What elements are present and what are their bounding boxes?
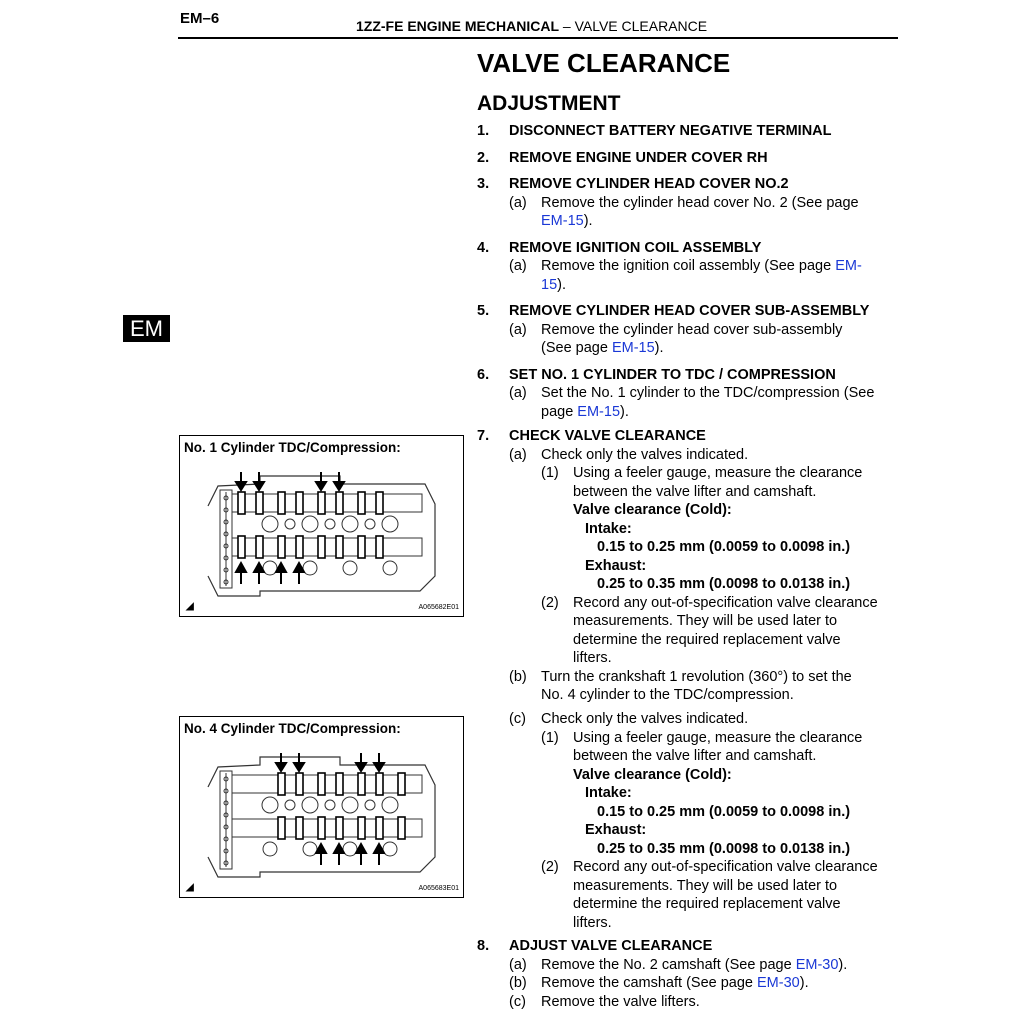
step-7-substep-b [477, 668, 907, 705]
substep-line: measurements. They will be used later to [573, 877, 838, 894]
page-title: VALVE CLEARANCE [477, 48, 731, 78]
substep-line: determine the required replacement valve [573, 631, 841, 648]
substep-label: (1) [541, 465, 559, 481]
substep-line: Using a feeler gauge, measure the clearance [573, 465, 863, 481]
substep-text: Remove the cylinder head cover No. 2 (See page [541, 194, 859, 211]
spec-title: Valve clearance (Cold): [573, 502, 732, 518]
step-5-substep-a [477, 321, 907, 358]
page-link-em-15[interactable]: EM-15 [577, 403, 621, 420]
substep-text: Remove the camshaft (See page [541, 975, 753, 991]
figure-code: A065682E01 [418, 604, 459, 611]
substep-label: (2) [541, 594, 559, 611]
figure-no1-tdc [179, 435, 464, 617]
substep-line: determine the required replacement valve [573, 896, 841, 912]
substep-label: (1) [541, 729, 559, 746]
substep-line: lifters. [573, 914, 612, 931]
substep-line: lifters. [573, 650, 612, 666]
spec-intake-value: 0.15 to 0.25 mm (0.0059 to 0.0098 in.) [597, 539, 851, 555]
header-divider [178, 37, 898, 39]
step-3 [477, 175, 907, 194]
substep-label: (b) [509, 975, 527, 991]
step-title: REMOVE CYLINDER HEAD COVER NO.2 [509, 176, 789, 192]
page-link-em-15[interactable]: EM-15 [611, 340, 655, 356]
figure-title: No. 4 Cylinder TDC/Compression: [184, 721, 401, 736]
step-4 [477, 239, 907, 258]
page-link-em-15-part1[interactable]: EM- [835, 258, 862, 274]
step-8-substep-b [477, 974, 907, 993]
substep-line: Record any out-of-specification valve clearance [573, 594, 878, 611]
substep-text: Remove the valve lifters. [541, 993, 700, 1010]
step-number: 6. [477, 366, 490, 383]
substep-line: between the valve lifter and camshaft. [573, 748, 817, 764]
page-subtitle: ADJUSTMENT [477, 92, 621, 115]
step-number: 3. [477, 176, 490, 192]
spec-title: Valve clearance (Cold): [573, 766, 732, 783]
substep-line: No. 4 cylinder to the TDC/compression. [541, 687, 794, 703]
step-title: DISCONNECT BATTERY NEGATIVE TERMINAL [509, 123, 832, 139]
step-8-substep-a [477, 956, 907, 975]
step-7-head [477, 427, 907, 446]
step-2 [477, 149, 907, 168]
substep-line: Record any out-of-specification valve clearance [573, 859, 878, 875]
spec-intake-label: Intake: [585, 785, 632, 801]
substep-label: (a) [509, 194, 527, 211]
substep-end: ). [799, 975, 809, 991]
substep-text-2: (See page [541, 340, 608, 356]
cylinder-head-diagram [200, 747, 440, 882]
step-title: SET NO. 1 CYLINDER TO TDC / COMPRESSION [509, 366, 836, 383]
step-7-a-2 [477, 594, 907, 668]
substep-text: Check only the valves indicated. [541, 446, 749, 463]
substep-text: Set the No. 1 cylinder to the TDC/compression (See [541, 385, 875, 401]
substep-text: Check only the valves indicated. [541, 711, 749, 727]
figure-no4-tdc [179, 716, 464, 898]
step-title: REMOVE ENGINE UNDER COVER RH [509, 149, 768, 166]
step-5 [477, 302, 907, 321]
substep-end: ). [838, 956, 848, 973]
spec-exhaust-value: 0.25 to 0.35 mm (0.0098 to 0.0138 in.) [597, 576, 851, 592]
substep-label: (a) [509, 321, 527, 338]
header-separator: – [559, 18, 575, 34]
section-tab: EM [123, 315, 170, 342]
step-7 [477, 427, 907, 705]
step-3-substep-a [477, 194, 907, 231]
step-number: 7. [477, 428, 490, 444]
step-6-substep-a [477, 384, 907, 421]
substep-label: (a) [509, 956, 527, 973]
step-number: 5. [477, 303, 490, 319]
figure-code: A065683E01 [418, 885, 459, 892]
step-number: 4. [477, 239, 490, 256]
step-title: ADJUST VALVE CLEARANCE [509, 938, 713, 954]
step-title: REMOVE IGNITION COIL ASSEMBLY [509, 239, 762, 256]
steps-list [477, 122, 907, 421]
substep-text-2: page [541, 403, 574, 420]
step-7-c-1 [477, 729, 907, 766]
substep-text: Remove the No. 2 camshaft (See page [541, 956, 792, 973]
cylinder-head-diagram [200, 466, 440, 601]
figure-mark-icon: ◢ [186, 601, 194, 612]
substep-label: (a) [509, 446, 527, 463]
page-link-em-30[interactable]: EM-30 [757, 975, 800, 991]
running-header [356, 18, 707, 34]
substep-line: Using a feeler gauge, measure the clearance [573, 729, 863, 746]
substep-label: (2) [541, 859, 559, 875]
substep-text: Remove the cylinder head cover sub-assembly [541, 321, 843, 338]
step-8-head [477, 937, 907, 956]
substep-line: between the valve lifter and camshaft. [573, 483, 817, 500]
step-7-substep-a [477, 446, 907, 465]
step-7-continued [477, 710, 907, 932]
step-number: 8. [477, 938, 490, 954]
substep-text: Remove the ignition coil assembly (See page [541, 258, 832, 274]
step-4-substep-a [477, 257, 907, 294]
substep-end: ). [557, 276, 566, 293]
header-section: 1ZZ-FE ENGINE MECHANICAL [356, 18, 559, 34]
step-6 [477, 366, 907, 385]
spec-intake-label: Intake: [585, 520, 632, 537]
substep-end: ). [583, 213, 593, 229]
substep-end: ). [654, 340, 664, 356]
substep-line: measurements. They will be used later to [573, 613, 838, 629]
step-8-substep-c [477, 993, 907, 1012]
spec-exhaust-label: Exhaust: [585, 822, 647, 838]
page-link-em-15[interactable]: EM-15 [541, 213, 584, 229]
substep-label: (c) [509, 711, 526, 727]
step-8 [477, 937, 907, 1011]
page-link-em-30[interactable]: EM-30 [795, 956, 839, 973]
header-topic: VALVE CLEARANCE [574, 18, 708, 34]
step-7-a-1 [477, 464, 907, 501]
step-number: 1. [477, 123, 490, 139]
substep-label: (a) [509, 258, 527, 274]
substep-end: ). [620, 403, 629, 420]
substep-label: (b) [509, 668, 527, 685]
substep-line: Turn the crankshaft 1 revolution (360°) to set the [541, 668, 852, 685]
step-number: 2. [477, 149, 490, 166]
substep-label: (a) [509, 385, 527, 401]
step-title: CHECK VALVE CLEARANCE [509, 428, 706, 444]
figure-title: No. 1 Cylinder TDC/Compression: [184, 440, 401, 455]
step-title: REMOVE CYLINDER HEAD COVER SUB-ASSEMBLY [509, 303, 870, 319]
step-7-substep-c [477, 710, 907, 729]
spec-exhaust-value: 0.25 to 0.35 mm (0.0098 to 0.0138 in.) [597, 840, 851, 857]
page-link-em-15-part2[interactable]: 15 [541, 276, 558, 293]
substep-label: (c) [509, 993, 526, 1010]
page-number: EM–6 [180, 10, 220, 27]
spec-intake-value: 0.15 to 0.25 mm (0.0059 to 0.0098 in.) [597, 803, 851, 820]
step-7-c-2 [477, 858, 907, 932]
figure-mark-icon: ◢ [186, 882, 194, 893]
step-1 [477, 122, 907, 141]
spec-exhaust-label: Exhaust: [585, 557, 647, 574]
